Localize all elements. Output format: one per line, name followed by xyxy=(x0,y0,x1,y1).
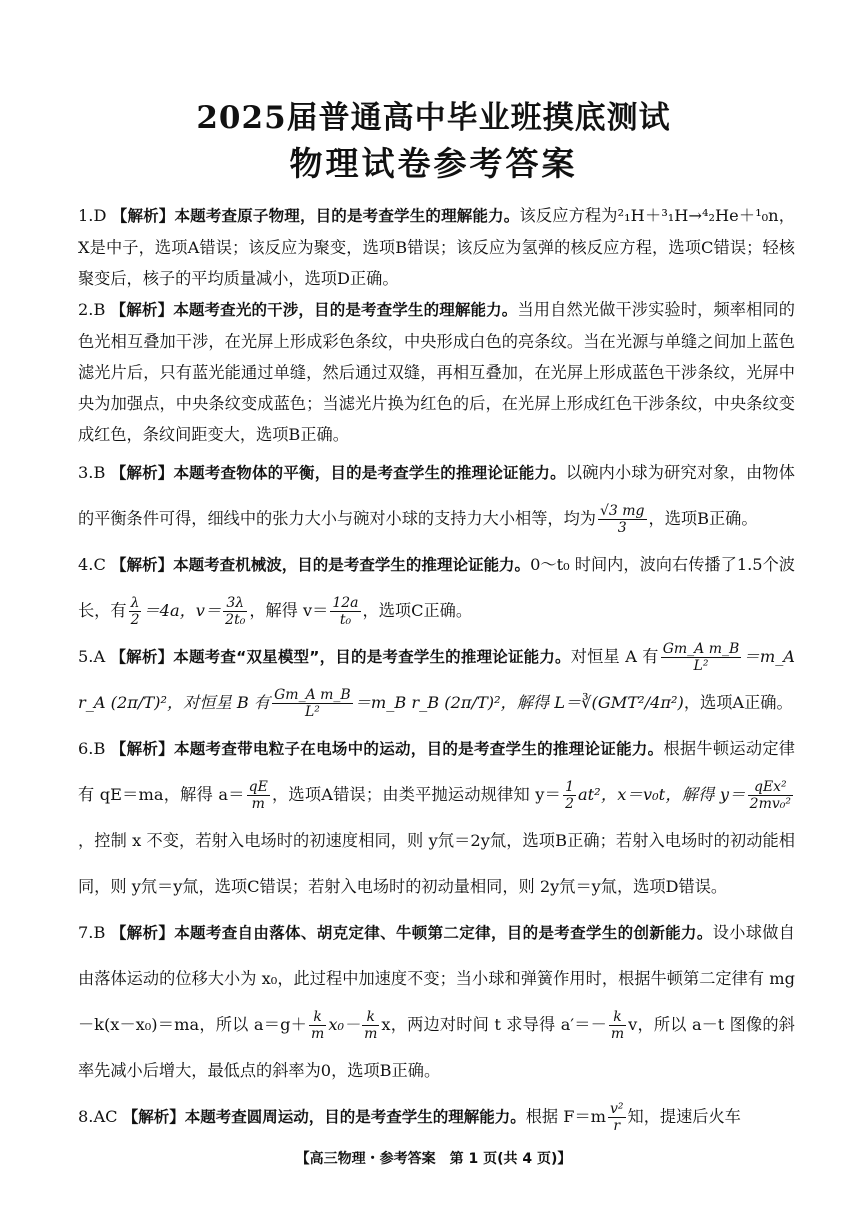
answer-1 xyxy=(78,200,795,294)
answer-4: 4.C 【解析】本题考查机械波，目的是考查学生的推理论证能力。0～t₀ 时间内，波向右传播了1.5个波长，有 $\frac{\lambda}{2}$ ＝4a，v＝ $\frac{3\lambda}{\text{2t₀}}$ ，解得 v＝ $\frac{12a}{\text{t₀}}$ ，选项C正确。 xyxy=(78,555,795,628)
answer-6: 6.B 【解析】本题考查带电粒子在电场中的运动，目的是考查学生的推理论证能力。根据牛顿运动定律有 qE＝ma，解得 a＝ $\frac{qE}{m}$ ，选项A错误；由类平抛运动规律知 y＝ $\frac{1}{2}$ at²，x＝v₀t，解得 y＝ $\frac{\text{qEx²}}{\text{2mv₀²}}$ ，控制 x 不变，若射入电场时的初速度相同，则 y氘＝2y氚，选项B正确；若射入电场时的初动能相同，则 y氘＝y氚，选项C错误；若射入电场时的初动量相同，则 2y氘＝y氚，选项D错误。 xyxy=(78,739,795,896)
answer-number: 5.A xyxy=(78,647,106,666)
answer-5: 5.A 【解析】本题考查“双星模型”，目的是考查学生的推理论证能力。对恒星 A 有 $\frac{\text{Gm\_A m\_B}}{\text{L²}}$ ＝m_A r_A (2π/T)²，对恒星 B 有 $\frac{\text{Gm\_A m\_B}}{\text{L²}}$ ＝m_B r_B (2π/T)²，解得 L＝∛(GMT²/4π²)，选项A正确。 xyxy=(78,641,795,720)
answer-number: 3.B xyxy=(78,463,106,482)
answer-number: 4.C xyxy=(78,555,106,574)
analysis-body: 根据 F＝m xyxy=(525,1107,607,1126)
analysis-tag: 【解析】 xyxy=(110,648,174,666)
fraction: $\frac{12a}{\text{t₀}}$ xyxy=(332,595,359,628)
page-footer: 【高三物理・参考答案 第 1 页(共 4 页)】 xyxy=(295,1151,572,1167)
fraction: $\frac{k}{m}$ xyxy=(364,1009,378,1042)
analysis-body: 知，提速后火车 xyxy=(627,1107,741,1126)
analysis-body: ，选项A正确。 xyxy=(683,693,793,712)
fraction: $\frac{\text{v²}}{r}$ xyxy=(610,1101,624,1134)
analysis-body: 以碗内小球为研究对象，由物体的平衡条件可得，细线中的张力大小与碗对小球的支持力大小相等，均为 xyxy=(78,463,795,528)
analysis-body: v，所以 a－t 图像的斜率先减小后增大，最低点的斜率为0，选项B正确。 xyxy=(78,1015,795,1080)
fraction: $\frac{√3 mg}{3}$ xyxy=(600,503,645,536)
analysis-body: ，选项C正确。 xyxy=(362,601,473,620)
analysis-body: 0～t₀ 时间内，波向右传播了1.5个波长，有 xyxy=(78,555,795,620)
analysis-body: 该反应方程为²₁H＋³₁H→⁴₂He＋¹₀n，X是中子，选项A错误；该反应为聚变，选项B错误；该反应为氢弹的核反应方程，选项C错误；轻核聚变后，核子的平均质量减小，选项D正确。 xyxy=(78,206,795,288)
fraction: $\frac{k}{m}$ xyxy=(311,1009,325,1042)
analysis-body: 根据牛顿运动定律有 qE＝ma，解得 a＝ xyxy=(78,739,795,804)
analysis-lead: 本题考查光的干涉，目的是考查学生的理解能力。 xyxy=(173,301,518,319)
answers-list xyxy=(78,200,795,1140)
analysis-tag: 【解析】 xyxy=(110,924,175,942)
answer-2 xyxy=(78,294,795,450)
analysis-tag: 【解析】 xyxy=(110,464,174,482)
answer-number: 1.D xyxy=(78,206,107,225)
analysis-lead: 本题考查机械波，目的是考查学生的推理论证能力。 xyxy=(173,556,531,574)
fraction: $\frac{\text{Gm\_A m\_B}}{\text{L²}}$ xyxy=(662,641,740,674)
analysis-body: 当用自然光做干涉实验时，频率相同的色光相互叠加干涉，在光屏上形成彩色条纹，中央形成白色的亮条纹。当在光源与单缝之间加上蓝色滤光片后，只有蓝光能通过单缝，然后通过双缝，再相互叠加，在光屏上形成蓝色干涉条纹，光屏中央为加强点，中央条纹变成蓝色；当滤光片换为红色的后，在光屏上形成红色干涉条纹，中央条纹变成红色，条纹间距变大，选项B正确。 xyxy=(78,300,795,444)
analysis-body: ，选项B正确。 xyxy=(648,509,758,528)
answer-number: 2.B xyxy=(78,300,106,319)
answer-8 xyxy=(78,1094,795,1140)
answer-number: 8.AC xyxy=(78,1107,118,1126)
analysis-lead: 本题考查“双星模型”，目的是考查学生的推理论证能力。 xyxy=(173,648,571,666)
analysis-lead: 本题考查圆周运动，目的是考查学生的理解能力。 xyxy=(184,1108,526,1126)
analysis-body: ，控制 x 不变，若射入电场时的初速度相同，则 y氘＝2y氚，选项B正确；若射入电场时的初动能相同，则 y氘＝y氚，选项C错误；若射入电场时的初动量相同，则 2y氘＝y氚，选项D错误。 xyxy=(78,831,795,896)
fraction: $\frac{\text{Gm\_A m\_B}}{\text{L²}}$ xyxy=(274,687,351,720)
analysis-body: 对恒星 A 有 xyxy=(570,647,659,666)
analysis-tag: 【解析】 xyxy=(122,1108,185,1126)
analysis-lead: 本题考查带电粒子在电场中的运动，目的是考查学生的推理论证能力。 xyxy=(173,740,664,758)
analysis-lead: 本题考查原子物理，目的是考查学生的理解能力。 xyxy=(174,207,520,225)
analysis-lead: 本题考查自由落体、胡克定律、牛顿第二定律，目的是考查学生的创新能力。 xyxy=(174,924,713,942)
analysis-lead: 本题考查物体的平衡，目的是考查学生的推理论证能力。 xyxy=(173,464,566,482)
fraction: $\frac{1}{2}$ xyxy=(565,779,574,812)
answer-number: 6.B xyxy=(78,739,106,758)
analysis-tag: 【解析】 xyxy=(110,301,174,319)
exam-title: 2025届普通高中毕业班摸底测试 xyxy=(196,100,671,136)
fraction: $\frac{qE}{m}$ xyxy=(248,779,268,812)
answer-number: 7.B xyxy=(78,923,106,942)
fraction: $\frac{\text{qEx²}}{\text{2mv₀²}}$ xyxy=(749,779,791,812)
fraction: $\frac{\lambda}{2}$ xyxy=(130,595,140,628)
analysis-tag: 【解析】 xyxy=(111,556,174,574)
answer-3 xyxy=(78,450,795,542)
analysis-body: 设小球做自由落体运动的位移大小为 x₀，此过程中加速度不变；当小球和弹簧作用时，根据牛顿第二定律有 mg－k(x－x₀)＝ma，所以 a＝g＋ xyxy=(78,923,795,1034)
fraction: $\frac{3\lambda}{\text{2t₀}}$ xyxy=(225,595,246,628)
fraction: $\frac{k}{m}$ xyxy=(610,1009,625,1042)
answer-key-title: 物理试卷参考答案 xyxy=(289,144,578,183)
analysis-tag: 【解析】 xyxy=(111,207,175,225)
answer-7: 7.B 【解析】本题考查自由落体、胡克定律、牛顿第二定律，目的是考查学生的创新能力。设小球做自由落体运动的位移大小为 x₀，此过程中加速度不变；当小球和弹簧作用时，根据牛顿第二定律有 mg－k(x－x₀)＝ma，所以 a＝g＋ $\frac{k}{m}$ x₀－ $\frac{k}{m}$ x，两边对时间 t 求导得 a′＝－ $\frac{k}{m}$ v，所以 a－t 图像的斜率先减小后增大，最低点的斜率为0，选项B正确。 xyxy=(78,923,795,1080)
analysis-tag: 【解析】 xyxy=(110,740,174,758)
